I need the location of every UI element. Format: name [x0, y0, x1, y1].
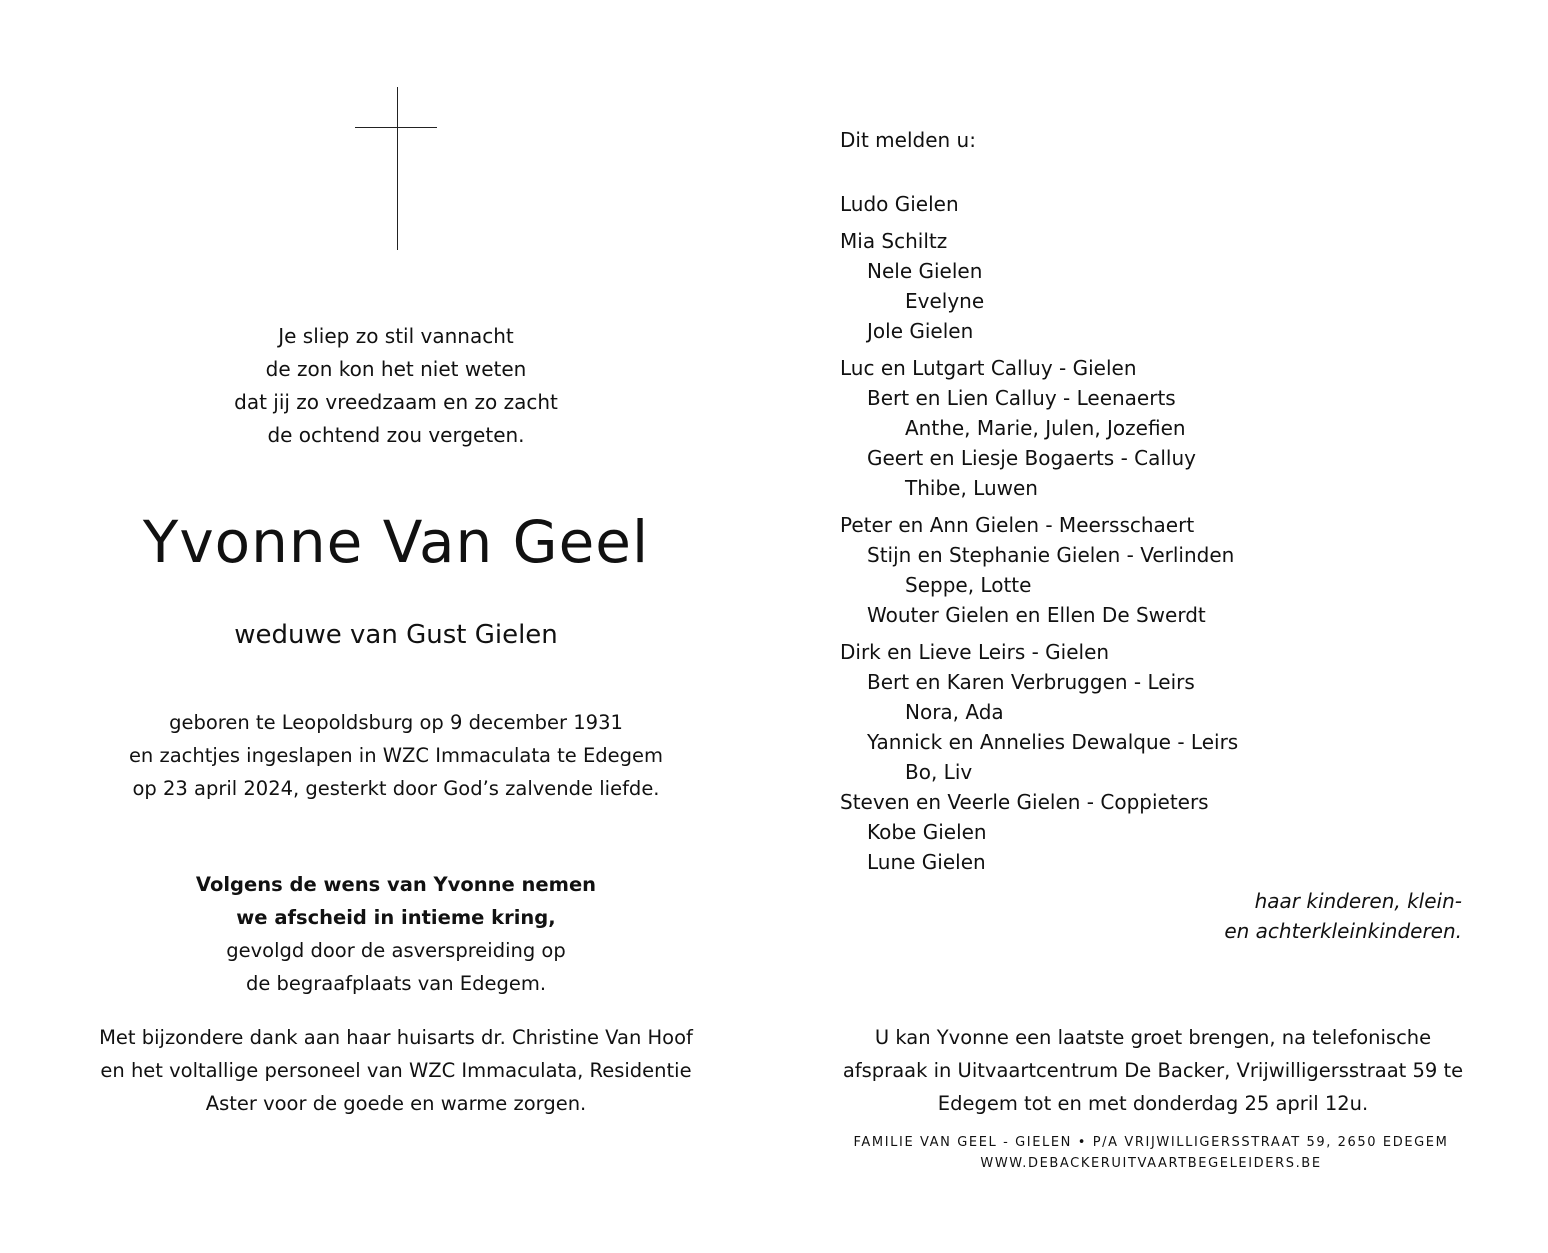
- bio-line: en zachtjes ingeslapen in WZC Immaculata te Edegem: [128, 744, 664, 767]
- family-member-line: Dirk en Lieve Leirs - Gielen: [840, 640, 1110, 664]
- family-member-line: Kobe Gielen: [867, 820, 987, 844]
- thanks-line: Met bijzondere dank aan haar huisarts dr. Christine Van Hoof: [99, 1026, 693, 1049]
- cross-icon: [355, 87, 437, 250]
- family-member-line: Geert en Liesje Bogaerts - Calluy: [867, 446, 1196, 470]
- cross-vertical-bar: [397, 87, 398, 250]
- deceased-name: Yvonne Van Geel: [142, 508, 650, 576]
- family-member-line: Evelyne: [905, 289, 985, 313]
- visit-info: [826, 1021, 1480, 1120]
- family-member-line: Thibe, Luwen: [905, 476, 1038, 500]
- family-member-line: Nora, Ada: [905, 700, 1004, 724]
- family-member-line: Peter en Ann Gielen - Meersschaert: [840, 513, 1195, 537]
- family-member-line: Luc en Lutgart Calluy - Gielen: [840, 356, 1137, 380]
- visit-line: Edegem tot en met donderdag 25 april 12u.: [937, 1092, 1369, 1115]
- wish-bold-line: Volgens de wens van Yvonne nemen: [195, 873, 597, 896]
- wish-line: de begraafplaats van Edegem.: [245, 972, 547, 995]
- family-member-line: Stijn en Stephanie Gielen - Verlinden: [867, 543, 1235, 567]
- thanks-line: Aster voor de goede en warme zorgen.: [205, 1092, 587, 1115]
- footer-website: WWW.DEBACKERUITVAARTBEGELEIDERS.BE: [980, 1156, 1322, 1171]
- poem-line: Je sliep zo stil vannacht: [278, 324, 514, 348]
- bio: [76, 706, 716, 805]
- family-member-line: Bert en Lien Calluy - Leenaerts: [867, 386, 1176, 410]
- announce-heading: Dit melden u:: [840, 128, 976, 152]
- bio-line: op 23 april 2024, gesterkt door God’s zalvende liefde.: [132, 777, 660, 800]
- widow-of: weduwe van Gust Gielen: [234, 620, 558, 650]
- family-member-line: Jole Gielen: [867, 319, 974, 343]
- visit-line: afspraak in Uitvaartcentrum De Backer, Vrijwilligersstraat 59 te: [842, 1059, 1464, 1082]
- poem-line: de zon kon het niet weten: [265, 357, 527, 381]
- bio-line: geboren te Leopoldsburg op 9 december 1931: [169, 711, 623, 734]
- family-member-line: Lune Gielen: [867, 850, 986, 874]
- thanks-line: en het voltallige personeel van WZC Immaculata, Residentie: [100, 1059, 692, 1082]
- thanks: [66, 1021, 726, 1120]
- family-member-line: Yannick en Annelies Dewalque - Leirs: [867, 730, 1239, 754]
- family-member-line: Wouter Gielen en Ellen De Swerdt: [867, 603, 1206, 627]
- poem-line: dat jij zo vreedzaam en zo zacht: [234, 390, 558, 414]
- wish-line: gevolgd door de asverspreiding op: [226, 939, 566, 962]
- family-member-line: Ludo Gielen: [840, 192, 959, 216]
- poem: [196, 320, 596, 452]
- footer-address: FAMILIE VAN GEEL - GIELEN • P/A VRIJWILLIGERSSTRAAT 59, 2650 EDEGEM: [853, 1135, 1449, 1150]
- family-member-line: Nele Gielen: [867, 259, 983, 283]
- family-member-line: Anthe, Marie, Julen, Jozefien: [905, 416, 1186, 440]
- closing-signature: [1100, 886, 1462, 946]
- family-list: [840, 189, 1480, 877]
- poem-line: de ochtend zou vergeten.: [267, 423, 525, 447]
- wish-bold-line: we afscheid in intieme kring,: [236, 906, 556, 929]
- closing-line: en achterkleinkinderen.: [1224, 919, 1462, 943]
- visit-line: U kan Yvonne een laatste groet brengen, na telefonische: [874, 1026, 1432, 1049]
- family-member-line: Seppe, Lotte: [905, 573, 1032, 597]
- cross-horizontal-bar: [355, 127, 437, 128]
- family-member-line: Bert en Karen Verbruggen - Leirs: [867, 670, 1195, 694]
- family-member-line: Bo, Liv: [905, 760, 973, 784]
- closing-line: haar kinderen, klein-: [1254, 889, 1462, 913]
- family-member-line: Mia Schiltz: [840, 229, 948, 253]
- footer: [826, 1132, 1476, 1174]
- family-member-line: Steven en Veerle Gielen - Coppieters: [840, 790, 1209, 814]
- farewell-wish: [146, 868, 646, 1000]
